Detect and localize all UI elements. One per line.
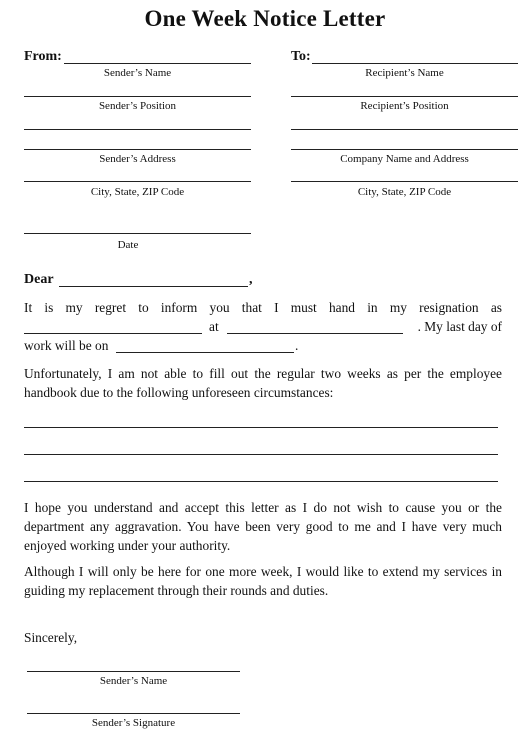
sender-position-caption: Sender’s Position [98,100,177,112]
dear-label: Dear [24,272,54,287]
circumstances-line-2[interactable] [24,454,498,455]
salutation-name-field[interactable] [59,286,248,287]
period-text: . [295,338,299,353]
paragraph-1-line-3 [24,338,502,357]
paragraph-1-line-2 [24,319,502,338]
recipient-city-field[interactable] [291,181,518,182]
recipient-name-caption: Recipient’s Name [365,67,444,79]
recipient-city-caption: City, State, ZIP Code [357,186,452,198]
signature-field[interactable] [27,713,240,714]
last-day-text: . My last day of [417,319,502,334]
signature-caption: Sender’s Signature [91,717,176,729]
date-field[interactable] [24,233,251,234]
paragraph-4: Although I will only be here for one more week, I would like to extend my services in guiding my replacement through their rounds and duties. [24,564,502,598]
company-name-field[interactable] [227,321,403,334]
date-caption: Date [117,239,139,251]
closing-text: Sincerely, [24,630,78,645]
signature-name-field[interactable] [27,671,240,672]
dear-comma: , [249,272,253,287]
recipient-name-field[interactable] [312,63,518,64]
resignation-position-field[interactable] [24,321,202,334]
sender-city-caption: City, State, ZIP Code [90,186,185,198]
from-label: From: [24,49,62,64]
recipient-position-caption: Recipient’s Position [360,100,449,112]
page-title: One Week Notice Letter [144,6,386,31]
sender-address-field-1[interactable] [24,129,251,130]
circumstances-line-1[interactable] [24,427,498,428]
company-field-2[interactable] [291,149,518,150]
last-day-date-field[interactable] [116,340,294,353]
sender-name-caption: Sender’s Name [103,67,172,79]
at-text: at [209,319,219,334]
sender-address-caption: Sender’s Address [99,153,176,165]
sender-name-field[interactable] [64,63,251,64]
paragraph-3: I hope you understand and accept this letter as I do not wish to cause you or the department any aggravation. You have been very good to me and I have very much enjoyed working under your authority. [24,500,502,553]
sender-city-field[interactable] [24,181,251,182]
signature-name-caption: Sender’s Name [99,675,168,687]
circumstances-line-3[interactable] [24,481,498,482]
company-field-1[interactable] [291,129,518,130]
sender-address-field-2[interactable] [24,149,251,150]
company-caption: Company Name and Address [340,153,469,165]
paragraph-2: Unfortunately, I am not able to fill out the regular two weeks as per the employee handbook due to the following unforeseen circumstances: [24,366,502,400]
work-will-be-on-text: work will be on [24,338,109,353]
recipient-position-field[interactable] [291,96,518,97]
paragraph-1-line-1: It is my regret to inform you that I must hand in my resignation as [24,300,502,315]
to-label: To: [291,49,311,64]
sender-position-field[interactable] [24,96,251,97]
